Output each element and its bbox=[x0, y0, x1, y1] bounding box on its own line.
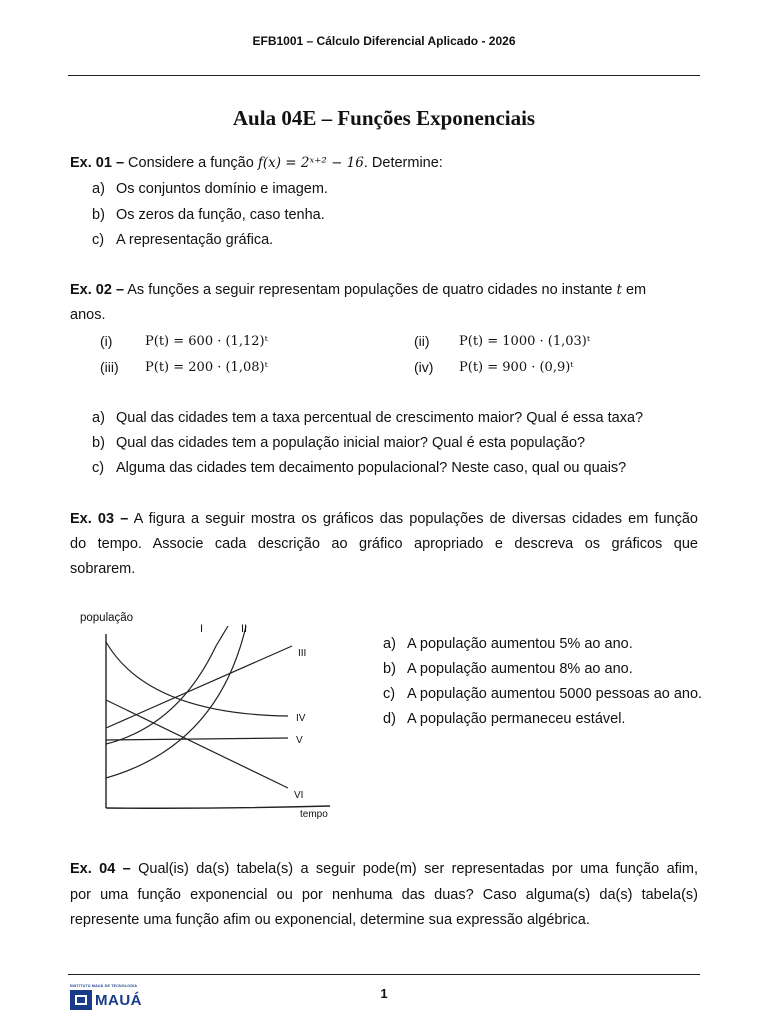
ex03-line1: A figura a seguir mostra os gráficos das populações de diversas cidades em função bbox=[128, 511, 699, 527]
ex02-fn-iii-label: (iii) bbox=[100, 359, 119, 375]
ex04-line2: por uma função exponencial ou por nenhuma das duas? Caso alguma(s) da(s) tabela(s) bbox=[70, 887, 698, 903]
ex02-text-end: em bbox=[621, 282, 647, 298]
page-title: Aula 04E – Funções Exponenciais bbox=[232, 106, 536, 130]
ex03-line2: do tempo. Associe cada descrição ao gráfico apropriado e descreva os gráficos que bbox=[70, 536, 698, 552]
item-label: b) bbox=[92, 207, 105, 223]
item-label: a) bbox=[92, 181, 105, 197]
item-text: Qual das cidades tem a população inicial maior? Qual é esta população? bbox=[116, 435, 586, 451]
ex01-statement bbox=[70, 155, 443, 171]
ex02-var-t: t bbox=[616, 282, 622, 298]
item-text: Os zeros da função, caso tenha. bbox=[116, 207, 325, 223]
item-label: c) bbox=[92, 232, 105, 248]
ex02-fn-ii-formula: P(t) = 1000 · (1,03)ᵗ bbox=[459, 334, 591, 349]
ex03-item-a bbox=[383, 636, 633, 652]
ex03-item-c bbox=[383, 686, 702, 702]
item-text: A população aumentou 5000 pessoas ao ano. bbox=[407, 686, 703, 702]
logo-wordmark: MAUÁ bbox=[95, 991, 142, 1009]
ex01-item-a bbox=[92, 181, 328, 197]
ex02-fn-ii-label: (ii) bbox=[414, 333, 430, 349]
curve-II bbox=[106, 626, 246, 778]
ex01-text-before: Considere a função bbox=[124, 155, 258, 171]
ex02-fn-iv-label: (iv) bbox=[414, 359, 434, 375]
curve-I bbox=[106, 626, 228, 744]
header-rule bbox=[68, 75, 700, 76]
ex03-item-b bbox=[383, 661, 633, 677]
logo-institute-text: INSTITUTO MAUÁ DE TECNOLOGIA bbox=[70, 984, 138, 988]
item-label: d) bbox=[383, 711, 396, 727]
item-label: c) bbox=[92, 460, 105, 476]
curve-label-IV: IV bbox=[296, 713, 306, 724]
ex04-line3: represente uma função afim ou exponencial, determine sua expressão algébrica. bbox=[70, 912, 590, 928]
item-text: A população permaneceu estável. bbox=[407, 711, 626, 727]
curve-label-I: I bbox=[200, 623, 204, 635]
ex02-label: Ex. 02 – bbox=[70, 282, 125, 298]
ex02-fn-iv-formula: P(t) = 900 · (0,9)ᵗ bbox=[459, 360, 574, 375]
ex02-item-b bbox=[92, 435, 585, 451]
ex03-item-d bbox=[383, 711, 625, 727]
ex04-label: Ex. 04 – bbox=[70, 861, 131, 877]
ex02-fn-i-label: (i) bbox=[100, 333, 113, 349]
curve-label-III: III bbox=[298, 648, 307, 659]
item-text: Os conjuntos domínio e imagem. bbox=[116, 181, 328, 197]
ex02-item-a bbox=[92, 410, 643, 426]
ex02-fn-iii-formula: P(t) = 200 · (1,08)ᵗ bbox=[145, 360, 268, 375]
figure-xlabel: tempo bbox=[300, 809, 328, 820]
ex03-label: Ex. 03 – bbox=[70, 511, 129, 527]
curve-label-V: V bbox=[296, 735, 303, 746]
ex04-line1: Qual(is) da(s) tabela(s) a seguir pode(m) ser representadas por uma função afim, bbox=[130, 861, 698, 877]
ex03-line3: sobrarem. bbox=[70, 561, 136, 577]
item-text: Alguma das cidades tem decaimento populacional? Neste caso, qual ou quais? bbox=[116, 460, 627, 476]
ex02-statement-cont: anos. bbox=[70, 307, 106, 323]
item-text: A população aumentou 5% ao ano. bbox=[407, 636, 633, 652]
item-label: c) bbox=[383, 686, 396, 702]
footer-rule bbox=[68, 974, 700, 975]
ex02-text: As funções a seguir representam populações de quatro cidades no instante bbox=[124, 282, 617, 298]
figure-ylabel: população bbox=[80, 612, 134, 624]
curve-VI bbox=[106, 700, 288, 788]
item-label: b) bbox=[383, 661, 396, 677]
item-text: Qual das cidades tem a taxa percentual de crescimento maior? Qual é essa taxa? bbox=[116, 410, 644, 426]
item-label: a) bbox=[383, 636, 396, 652]
ex02-fn-i-formula: P(t) = 600 · (1,12)ᵗ bbox=[145, 334, 268, 349]
document-header: EFB1001 – Cálculo Diferencial Aplicado - 2026 bbox=[252, 34, 516, 48]
curve-V bbox=[106, 738, 288, 740]
curve-label-II: II bbox=[241, 623, 248, 635]
ex01-label: Ex. 01 – bbox=[70, 155, 125, 171]
ex02-statement bbox=[70, 282, 646, 298]
item-text: A população aumentou 8% ao ano. bbox=[407, 661, 633, 677]
item-label: a) bbox=[92, 410, 105, 426]
ex01-item-c bbox=[92, 232, 273, 248]
item-text: A representação gráfica. bbox=[116, 232, 274, 248]
item-label: b) bbox=[92, 435, 105, 451]
ex01-formula: f(x) = 2ˣ⁺² − 16 bbox=[257, 155, 364, 171]
ex03-statement bbox=[70, 511, 698, 527]
ex01-item-b bbox=[92, 207, 325, 223]
x-axis bbox=[106, 806, 330, 808]
curve-label-VI: VI bbox=[294, 790, 304, 801]
ex01-text-after: . Determine: bbox=[363, 155, 443, 171]
ex02-item-c bbox=[92, 460, 626, 476]
ex04-statement bbox=[70, 861, 698, 877]
page-number: 1 bbox=[380, 986, 388, 1001]
population-figure bbox=[78, 606, 348, 824]
